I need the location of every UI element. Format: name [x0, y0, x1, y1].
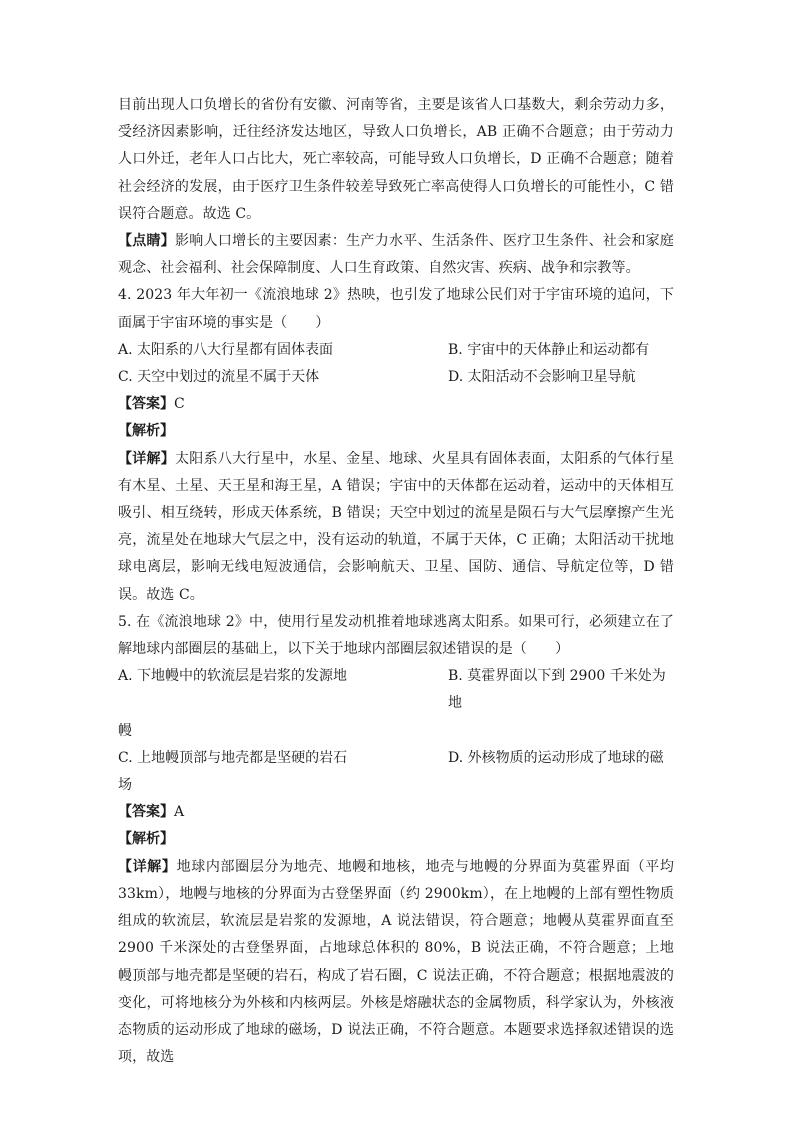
q4-option-c: C. 天空中划过的流星不属于天体: [118, 369, 320, 386]
dianjing-label: 【点睛】: [118, 233, 176, 250]
q4-answer-label: 【答案】: [118, 396, 174, 413]
document-page: [118, 92, 674, 1071]
question-5-options-row2: [118, 745, 674, 772]
question-4-stem: 4. 2023 年大年初一《流浪地球 2》热映，也引发了地球公民们对于宇宙环境的追问，下面属于宇宙环境的事实是（ ）: [118, 287, 674, 331]
q4-detail-text: 太阳系八大行星中，水星、金星、地球、火星具有固体表面，太阳系的气体行星有木星、土星、天王星和海王星，A 错误；宇宙中的天体都在运动着，运动中的天体相互吸引、相互绕转，形成天体系统，B 错误；天空中划过的流星是陨石与大气层摩擦产生光亮，流星处在地球大气层之中，没有运动的轨道，不属于天体，C 正确；太阳活动干扰地球电离层，影响无线电短波通信，会影响航天、卫星、国防、通信、导航定位等，D 错误。故选 C。: [118, 450, 674, 603]
q4-detail: [118, 446, 674, 609]
q5-option-b-wrap: 幔: [118, 722, 132, 739]
q4-option-d: D. 太阳活动不会影响卫星导航: [448, 369, 636, 386]
q4-option-a: A. 太阳系的八大行星都有固体表面: [118, 341, 334, 358]
question-4-options-row1: [118, 337, 674, 364]
paragraph-explanation-q3: 目前出现人口负增长的省份有安徽、河南等省，主要是该省人口基数大，剩余劳动力多，受经济因素影响，迁往经济发达地区，导致人口负增长，AB 正确不合题意；由于劳动力人口外迁，老年人口占比大，死亡率较高，可能导致人口负增长，D 正确不合题意；随着社会经济的发展，由于医疗卫生条件较差导致死亡率高使得人口负增长的可能性小，C 错误符合题意。故选 C。: [118, 97, 674, 222]
question-4-options-row2: [118, 364, 674, 391]
q5-answer-value: A: [174, 804, 185, 821]
q5-option-d-wrap: 场: [118, 777, 132, 794]
question-5-stem: 5. 在《流浪地球 2》中，使用行星发动机推着地球逃离太阳系。如果可行，必须建立在了解地球内部圈层的基础上，以下关于地球内部圈层叙述错误的是（ ）: [118, 613, 674, 658]
q4-answer-value: C: [174, 396, 185, 413]
q5-detail-label: 【详解】: [118, 858, 177, 875]
q5-option-c: C. 上地幔顶部与地壳都是坚硬的岩石: [118, 749, 348, 766]
q5-jiexi-label: 【解析】: [118, 831, 174, 848]
q5-answer: [118, 799, 674, 826]
paragraph-dianjing: [118, 228, 674, 282]
q5-answer-label: 【答案】: [118, 804, 174, 821]
q5-option-a: A. 下地幔中的软流层是岩浆的发源地: [118, 668, 348, 685]
q4-jiexi-label: 【解析】: [118, 423, 174, 440]
q4-detail-label: 【详解】: [118, 450, 176, 467]
q5-option-b: B. 莫霍界面以下到 2900 千米处为地: [448, 668, 666, 712]
q5-detail-text: 地球内部圈层分为地壳、地幔和地核，地壳与地幔的分界面为莫霍界面（平均 33km），地幔与地核的分界面为古登堡界面（约 2900km），在上地幔的上部有塑性物质组成的软流层，软流层是岩浆的发源地，A 说法错误，符合题意；地幔从莫霍界面直至 2900 千米深处的古登堡界面，占地球总体积的 80%，B 说法正确，不符合题意；上地幔顶部与地壳都是坚硬的岩石，构成了岩石圈，C 说法正确，不符合题意；根据地震波的变化，可将地核分为外核和内核两层。外核是熔融状态的金属物质，科学家认为，外核液态物质的运动形成了地球的磁场，D 说法正确，不符合题意。本题要求选择叙述错误的选项，故选: [118, 858, 674, 1066]
q5-option-d: D. 外核物质的运动形成了地球的磁: [448, 749, 664, 766]
q5-detail: [118, 854, 674, 1072]
dianjing-text: 影响人口增长的主要因素：生产力水平、生活条件、医疗卫生条件、社会和家庭观念、社会福利、社会保障制度、人口生育政策、自然灾害、疾病、战争和宗教等。: [118, 233, 674, 277]
question-5-options-row1: [118, 663, 674, 717]
q4-answer: [118, 391, 674, 418]
q4-option-b: B. 宇宙中的天体静止和运动都有: [448, 341, 650, 358]
